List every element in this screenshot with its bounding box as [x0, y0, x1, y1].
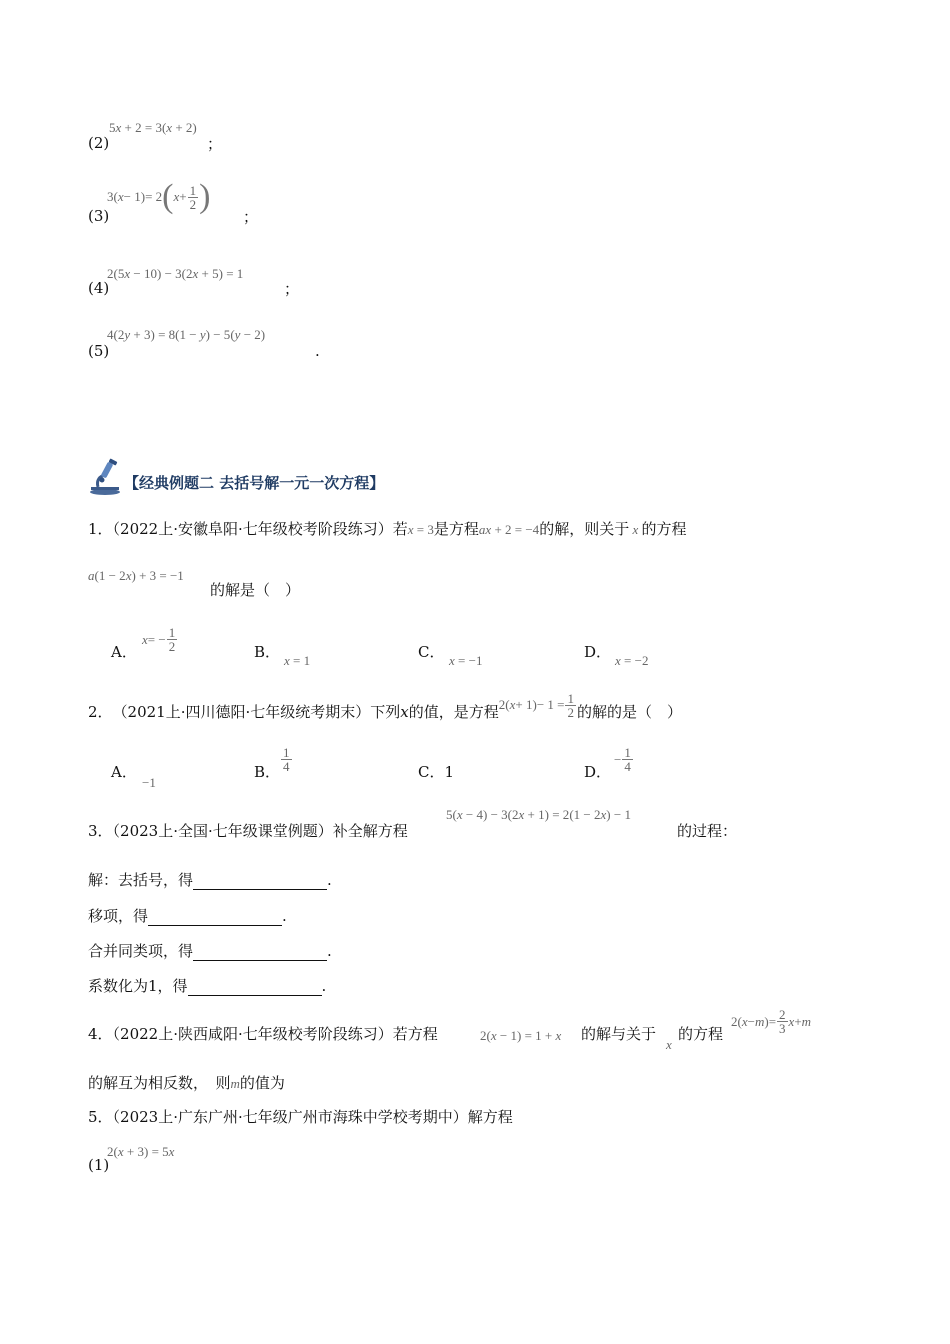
sub-question-label: (1)	[88, 1156, 110, 1174]
option-b	[254, 762, 280, 782]
q4-equation-1: 2(x − 1) = 1 + x	[480, 1028, 562, 1043]
q1-line2-tail: 的解是（ ）	[210, 581, 301, 599]
option-d-value: − $\frac{1}{4}$	[614, 745, 631, 774]
question-number: 1．	[88, 520, 113, 538]
q2-equation: 2 ( x + 1 ) − 1 = $\frac{1}{2}$	[498, 690, 574, 720]
item-label: (3)	[88, 207, 110, 225]
step-end: .	[327, 871, 332, 889]
math-x: x	[666, 1037, 672, 1052]
microscope-icon	[86, 458, 124, 500]
question-text: 的方程	[641, 520, 687, 538]
option-label: B．	[254, 643, 281, 661]
item-label: (4)	[88, 279, 110, 297]
equation-3: 3 ( x − 1 ) = 2 ( x + $\frac{1}{2}$ )	[107, 178, 211, 215]
equation-4: 2(5x − 10) − 3(2x + 5) = 1	[107, 266, 244, 281]
option-label: A．	[111, 643, 137, 661]
question-2	[88, 690, 682, 722]
solution-step-1	[88, 870, 332, 890]
solution-step-3	[88, 941, 332, 961]
question-number: 3．	[88, 822, 113, 840]
question-source: （2023上·全国·七年级课堂例题）补全解方程	[112, 822, 408, 840]
item-label: (5)	[88, 342, 110, 360]
question-source: （2023上·广东广州·七年级广州市海珠中学校考期中）解方程	[112, 1108, 513, 1126]
solution-step-2	[88, 906, 287, 926]
option-value: 1	[444, 763, 455, 781]
question-1	[88, 519, 687, 540]
option-b-value: $\frac{1}{4}$	[283, 745, 290, 774]
math-ax: ax	[478, 522, 492, 537]
item-suffix: .	[315, 342, 320, 360]
option-label: C．	[418, 763, 445, 781]
item-label: (2)	[88, 134, 110, 152]
step-label: 解：去括号，得	[88, 871, 194, 889]
item-suffix: ；	[207, 135, 223, 153]
answer-blank[interactable]	[148, 909, 282, 926]
question-var: x	[400, 703, 409, 721]
option-d-value: x = −2	[615, 653, 649, 668]
step-label: 系数化为1，得	[88, 977, 188, 995]
question-text: 的解，则关于	[539, 520, 630, 538]
option-a-value: −1	[142, 775, 156, 790]
option-a	[111, 762, 137, 782]
option-label: B．	[254, 763, 281, 781]
question-4	[88, 1024, 438, 1044]
step-end: .	[327, 942, 332, 960]
question-4-line-2	[88, 1073, 285, 1094]
math-x: x	[629, 522, 642, 537]
option-b	[254, 642, 280, 662]
option-a	[111, 642, 137, 662]
question-source: （2021上·四川德阳·七年级统考期末）下列	[112, 703, 401, 721]
question-text: 的方程	[678, 1025, 724, 1043]
question-source: （2022上·安徽阜阳·七年级校考阶段练习）若	[112, 520, 408, 538]
question-text: 的过程：	[677, 822, 738, 840]
section-title: 【经典例题二 去括号解一元一次方程】	[124, 474, 385, 492]
question-text: 的解与关于	[581, 1025, 657, 1043]
q1-equation: a(1 − 2x) + 3 = −1	[88, 568, 184, 583]
math-eq-part: + 2 = −4	[491, 522, 540, 537]
step-end: .	[321, 977, 327, 995]
math-x-eq-3: x	[407, 522, 414, 537]
solution-step-4	[88, 976, 326, 996]
q4-equation-2: 2 ( x − m ) = $\frac{2}{3}$ x + m	[731, 1007, 812, 1036]
q5-equation-1: 2(x + 3) = 5x	[107, 1144, 175, 1159]
question-source: （2022上·陕西咸阳·七年级校考阶段练习）若方程	[112, 1025, 438, 1043]
option-label: C．	[418, 643, 445, 661]
equation-2: 5x + 2 = 3(x + 2)	[109, 120, 197, 135]
question-3	[88, 821, 408, 841]
q3-equation: 5(x − 4) − 3(2x + 1) = 2(1 − 2x) − 1	[446, 807, 631, 822]
step-label: 合并同类项，得	[88, 942, 194, 960]
equation-5: 4(2y + 3) = 8(1 − y) − 5(y − 2)	[107, 327, 266, 342]
item-suffix: ；	[284, 280, 300, 298]
math-m: m	[230, 1076, 240, 1091]
answer-blank[interactable]	[193, 873, 327, 890]
option-label: A．	[111, 763, 137, 781]
option-c	[418, 762, 454, 782]
question-text: 的值为	[239, 1074, 285, 1092]
question-text: 的解的是（ ）	[576, 703, 682, 721]
question-number: 4．	[88, 1025, 113, 1043]
math-eq-part: = 3	[413, 522, 434, 537]
step-end: .	[282, 907, 287, 925]
item-5	[88, 341, 109, 361]
option-c-value: x = −1	[449, 653, 483, 668]
option-d	[584, 642, 611, 662]
option-a-value: x = − $\frac{1}{2}$	[142, 625, 176, 654]
question-text: 是方程	[433, 520, 479, 538]
question-number: 5．	[88, 1108, 113, 1126]
step-label: 移项，得	[88, 907, 149, 925]
option-c	[418, 642, 444, 662]
option-d	[584, 762, 611, 782]
option-label: D．	[584, 643, 612, 661]
answer-blank[interactable]	[193, 944, 327, 961]
question-number: 2．	[88, 703, 113, 721]
question-5	[88, 1107, 513, 1127]
question-text: 的解互为相反数， 则	[88, 1074, 231, 1092]
option-b-value: x = 1	[284, 653, 311, 668]
option-label: D．	[584, 763, 612, 781]
answer-blank[interactable]	[188, 979, 322, 996]
question-text: 的值，是方程	[408, 703, 499, 721]
item-2	[88, 133, 109, 153]
item-suffix: ；	[243, 208, 259, 226]
